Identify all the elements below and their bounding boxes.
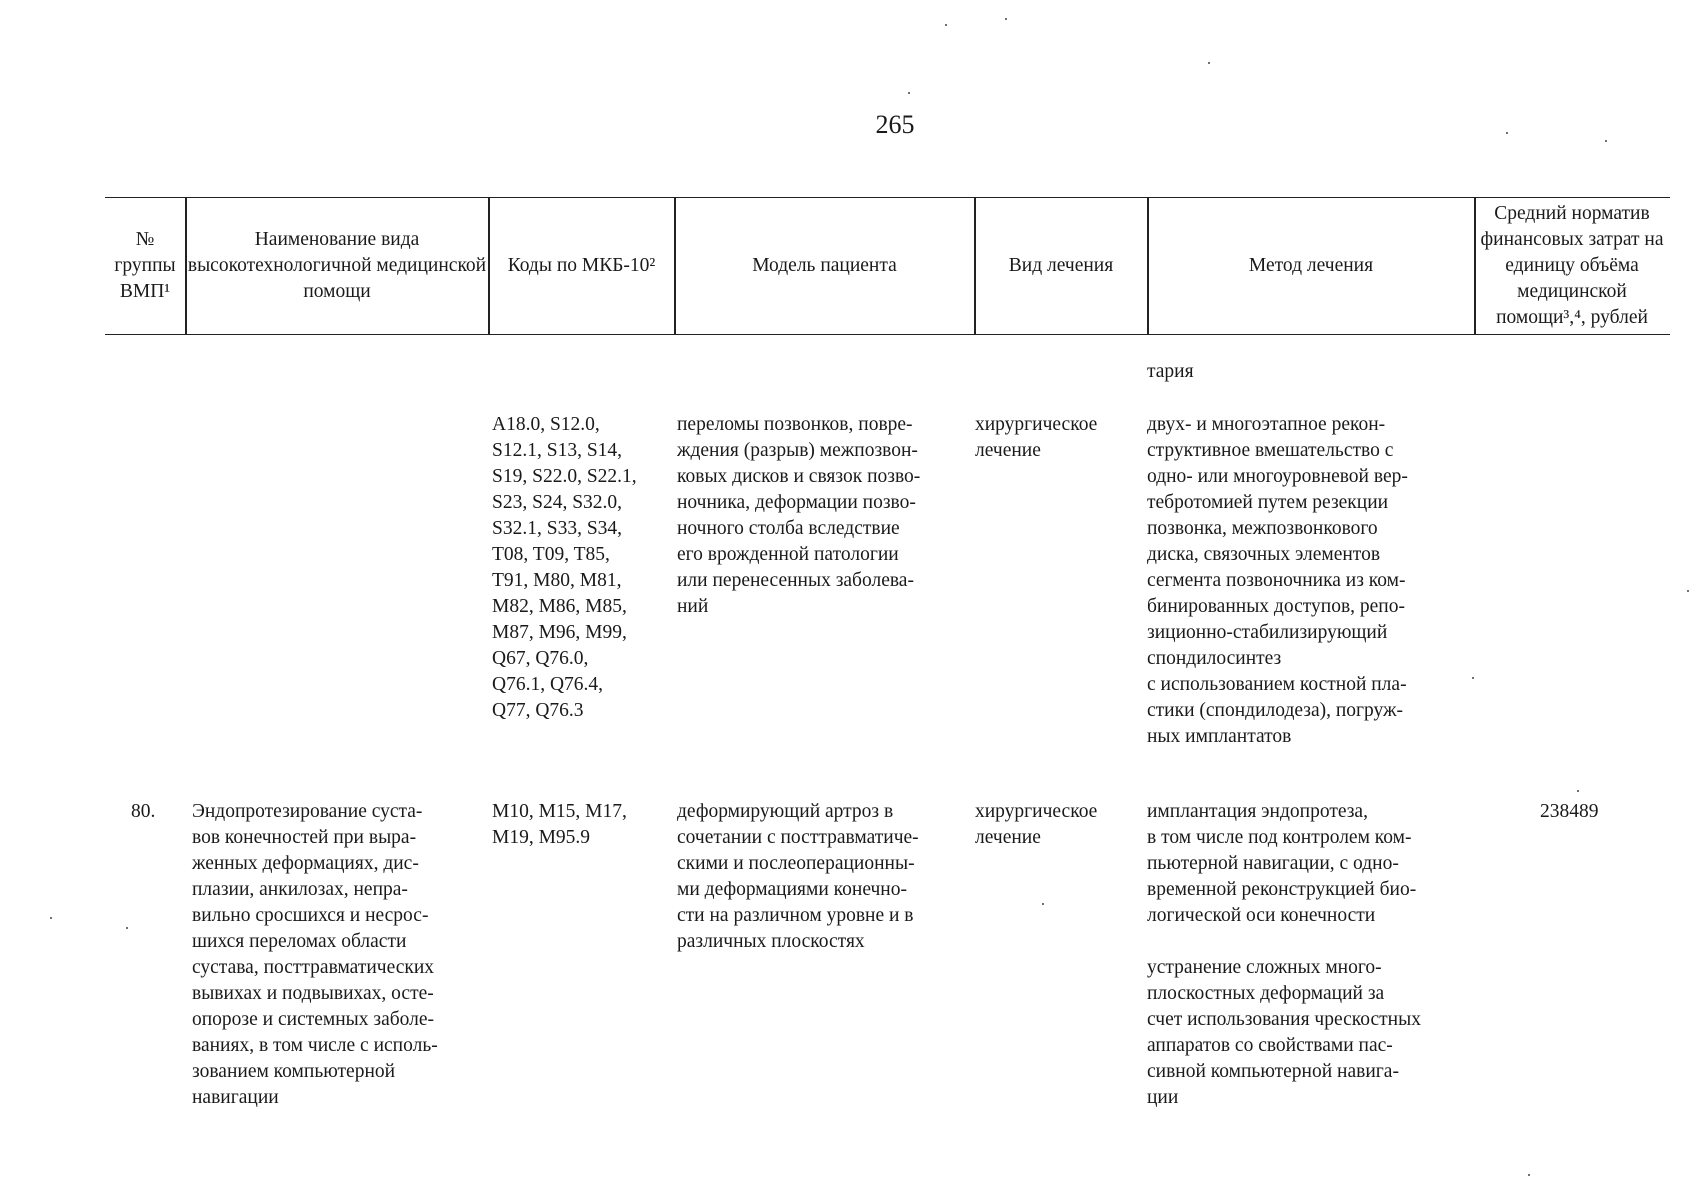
- table-header: [105, 197, 1670, 335]
- header-treatment-type: Вид лечения: [1008, 255, 1114, 276]
- row-80-cost: 238489: [1540, 801, 1599, 822]
- row-80-method-1: имплантация эндопротеза, в том числе под контролем ком- пьютерной навигации, с одно- временной реконструкцией био- логической оси конечности: [1147, 801, 1417, 926]
- row-a-treatment-method: двух- и многоэтапное рекон- структивное вмешательство с одно- или многоуровневой вер- тебротомией путем резекции позвонка, межпозвонкового диска, связочных элементов сегмента позвоночника из ком- бинированных доступов, репо- зиционно-стабилизирующий спондилосинтез с использованием костной пла- стики (спондилодеза), погруж- ных имплантатов: [1147, 414, 1408, 747]
- scan-speck: [1208, 62, 1210, 64]
- row-a-patient-model: переломы позвонков, повре- ждения (разрыв) межпозвон- ковых дисков и связок позво- ночника, деформации позво- ночного столба вследствие его врожденной патологии или перенесенных заболева- ний: [677, 414, 921, 617]
- row-80-icd-codes: M10, M15, M17, M19, M95.9: [492, 801, 627, 848]
- scan-speck: [945, 24, 947, 26]
- row-a-icd-codes: A18.0, S12.0, S12.1, S13, S14, S19, S22.0, S22.1, S23, S24, S32.0, S32.1, S33, S34, T08, T09, T85, T91, M80, M81, M82, M86, M85, M87, M96, M99, Q67, Q76.0, Q76.1, Q76.4, Q77, Q76.3: [492, 414, 637, 721]
- scan-speck: [1506, 132, 1508, 134]
- header-treatment-method: Метод лечения: [1248, 255, 1374, 276]
- header-patient-model: Модель пациента: [752, 255, 897, 276]
- scan-speck: [126, 927, 128, 929]
- scan-speck: [1005, 18, 1007, 20]
- continued-method-text: тария: [1147, 361, 1194, 382]
- row-80-treatment-type: хирургическое лечение: [975, 801, 1098, 848]
- header-cost-norm: Средний норматив финансовых затрат на единицу объёма медицинской помощи³,⁴, рублей: [1480, 203, 1664, 328]
- row-80-care-name: Эндопротезирование суста- вов конечностей при выра- женных деформациях, дис- плазии, анкилозах, непра- вильно сросшихся и несрос- шихся переломах области сустава, посттравматических вывихах и подвывихах, осте- опорозе и системных заболе- ваниях, в том числе с исполь- зованием компьютерной навигации: [192, 801, 438, 1108]
- scan-speck: [1605, 140, 1607, 142]
- scan-speck: [908, 92, 910, 94]
- scan-speck: [1528, 1174, 1530, 1176]
- header-icd-codes: Коды по МКБ-10²: [507, 255, 656, 276]
- scan-speck: [1042, 903, 1044, 905]
- row-80-number: 80.: [131, 801, 156, 822]
- scan-speck: [1472, 677, 1474, 679]
- header-care-type: Наименование вида высокотехнологичной медицинской помощи: [187, 229, 487, 302]
- header-group-number: № группы ВМП¹: [114, 229, 176, 302]
- page-number: 265: [875, 110, 915, 139]
- scan-speck: [1687, 590, 1689, 592]
- scan-speck: [50, 917, 52, 919]
- row-a-treatment-type: хирургическое лечение: [975, 414, 1098, 461]
- scan-speck: [1577, 790, 1579, 792]
- row-80-method-2: устранение сложных много- плоскостных деформаций за счет использования чрескостных аппаратов со свойствами пас- сивной компьютерной навига- ции: [1147, 957, 1421, 1108]
- row-80-patient-model: деформирующий артроз в сочетании с посттравматиче- скими и послеоперационны- ми деформациями конечно- сти на различном уровне и в различных плоскостях: [677, 801, 919, 952]
